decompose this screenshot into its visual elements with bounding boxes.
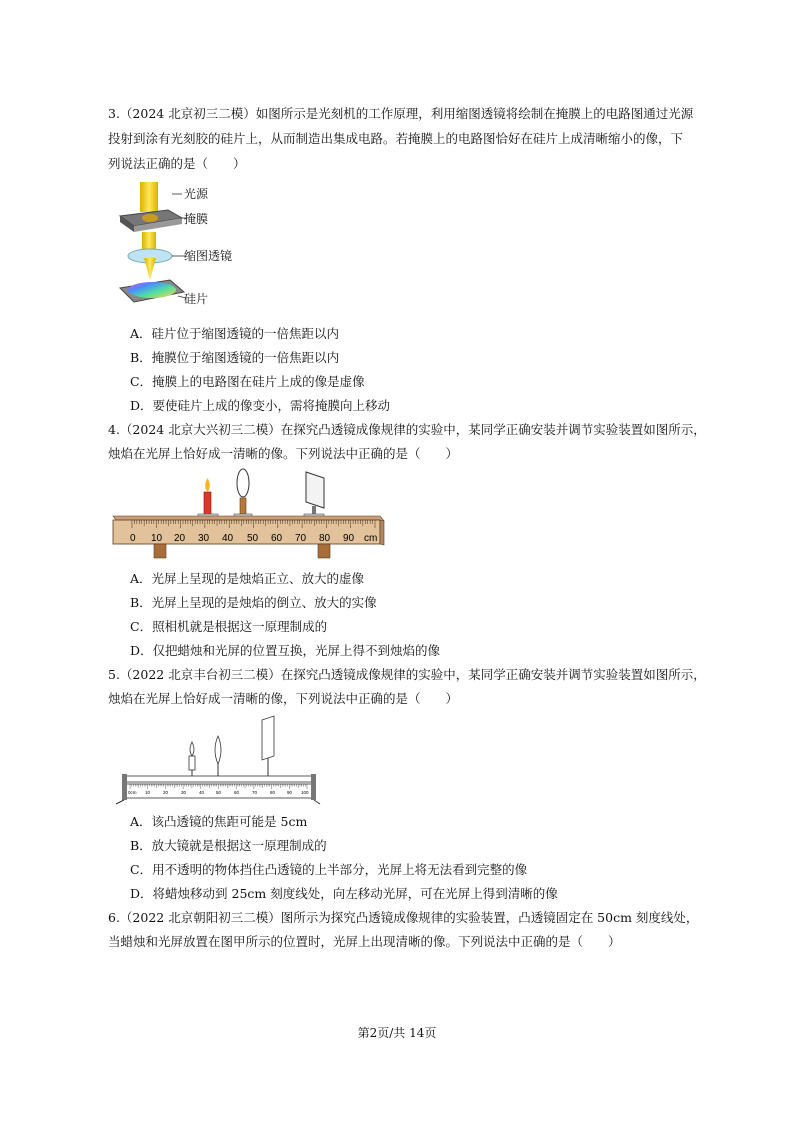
q3-stem-line-2: 投射到涂有光刻胶的硅片上，从而制造出集成电路。若掩膜上的电路图恰好在硅片上成清晰缩小的像，下 — [108, 131, 684, 146]
scale-unit: cm — [364, 533, 378, 544]
tick-label-40: 40 — [222, 533, 234, 544]
q3-stem-line-3: 列说法正确的是（ ） — [108, 156, 246, 171]
label-mask: 掩膜 — [184, 212, 209, 226]
convex-lens — [237, 469, 249, 497]
candle — [189, 756, 195, 770]
tick-label-20: 20 — [174, 533, 186, 544]
q5-option-a: A．该凸透镜的焦距可能是 5cm — [130, 814, 308, 829]
candle — [204, 492, 211, 516]
q4-option-c: C．照相机就是根据这一原理制成的 — [130, 619, 328, 634]
tick-label-90: 90 — [343, 533, 355, 544]
q5-option-b: B．放大镜就是根据这一原理制成的 — [130, 838, 327, 853]
light-screen — [262, 716, 274, 760]
candle-flame — [205, 478, 210, 492]
q3-stem-line-1: 3.（2024 北京初三二模）如图所示是光刻机的工作原理，利用缩图透镜将绘制在掩膜上的电路图通过光源 — [108, 106, 694, 121]
q3-option-a: A．硅片位于缩图透镜的一倍焦距以内 — [130, 326, 340, 341]
page-footer: 第2页/共 14页 — [357, 1026, 437, 1040]
q4-option-d: D．仅把蜡烛和光屏的位置互换，光屏上得不到烛焰的像 — [130, 643, 441, 658]
tick-label-100: 100 — [301, 790, 309, 795]
label-reduction-lens: 缩图透镜 — [184, 249, 233, 263]
tick-label-10: 10 — [145, 790, 151, 795]
lithography-figure — [112, 180, 192, 310]
q4-stem-line-1: 4.（2024 北京大兴初三二模）在探究凸透镜成像规律的实验中，某同学正确安装并调节实验装置如图所示， — [108, 422, 706, 437]
tick-label-50: 50 — [247, 533, 259, 544]
q3-option-b: B．掩膜位于缩图透镜的一倍焦距以内 — [130, 350, 340, 365]
q5-stem-line-2: 烛焰在光屏上恰好成一清晰的像，下列说法中正确的是（ ） — [108, 691, 459, 706]
tick-label-90: 90 — [287, 790, 293, 795]
q5-stem-line-1: 5.（2022 北京丰台初三二模）在探究凸透镜成像规律的实验中，某同学正确安装并调节实验装置如图所示， — [108, 667, 706, 682]
q4-option-a: A．光屏上呈现的是烛焰正立、放大的虚像 — [130, 571, 365, 586]
tick-label-30: 30 — [198, 533, 210, 544]
optical-bench-figure-q4 — [110, 468, 385, 563]
tick-label-60: 60 — [234, 790, 240, 795]
q6-stem-line-1: 6.（2022 北京朝阳初三二模）图所示为探究凸透镜成像规律的实验装置，凸透镜固定在 50cm 刻度线处， — [108, 910, 699, 925]
q3-option-c: C．掩膜上的电路图在硅片上成的像是虚像 — [130, 374, 365, 389]
tick-label-40: 40 — [199, 790, 205, 795]
tick-label-30: 30 — [181, 790, 187, 795]
tick-label-80: 80 — [270, 790, 276, 795]
label-light-source: 光源 — [184, 187, 209, 201]
q4-stem-line-2: 烛焰在光屏上恰好成一清晰的像。下列说法中正确的是（ ） — [108, 446, 459, 461]
tick-label-70: 70 — [295, 533, 307, 544]
candle-flame — [190, 742, 194, 756]
q6-stem-line-2: 当蜡烛和光屏放置在图甲所示的位置时，光屏上出现清晰的像。下列说法中正确的是（ ） — [108, 934, 621, 949]
tick-label-60: 60 — [271, 533, 283, 544]
convex-lens — [215, 736, 221, 764]
tick-label-10: 10 — [151, 533, 163, 544]
q5-option-d: D．将蜡烛移动到 25cm 刻度线处，向左移动光屏，可在光屏上得到清晰的像 — [130, 886, 558, 901]
q3-option-d: D．要使硅片上成的像变小，需将掩膜向上移动 — [130, 398, 391, 413]
optical-bench-figure-q5 — [112, 712, 322, 807]
light-source-beam — [140, 182, 158, 212]
tick-label-0: 0 — [130, 533, 136, 544]
q5-option-c: C．用不透明的物体挡住凸透镜的上半部分，光屏上将无法看到完整的像 — [130, 862, 528, 877]
tick-label-50: 50 — [216, 790, 222, 795]
tick-label-20: 20 — [163, 790, 169, 795]
tick-label-70: 70 — [252, 790, 258, 795]
optical-bench — [126, 776, 312, 782]
light-screen — [306, 472, 324, 508]
tick-label-80: 80 — [319, 533, 331, 544]
q4-option-b: B．光屏上呈现的是烛焰的倒立、放大的实像 — [130, 595, 377, 610]
label-silicon-wafer: 硅片 — [184, 292, 209, 306]
tick-label-0cm: 0cm — [128, 790, 137, 795]
